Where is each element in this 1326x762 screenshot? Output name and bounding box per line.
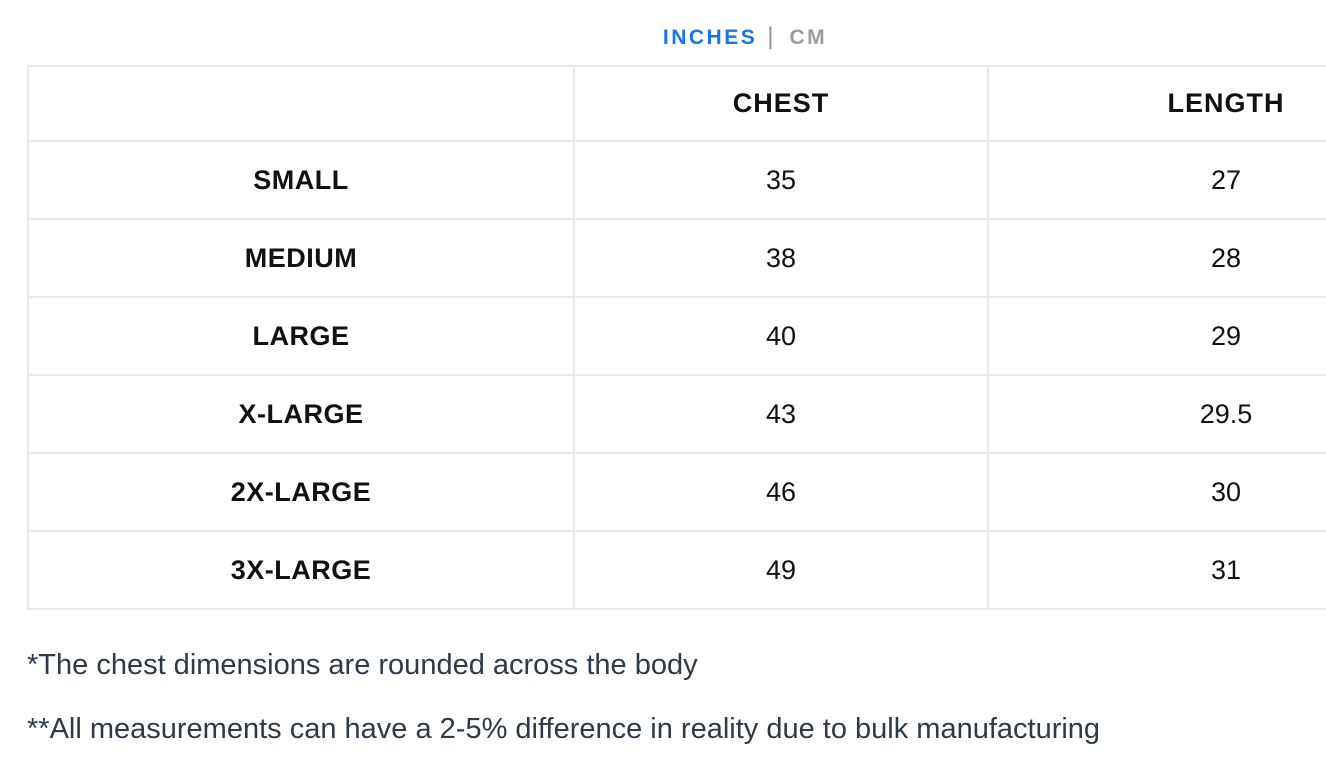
header-chest: CHEST bbox=[574, 66, 988, 141]
header-length: LENGTH bbox=[988, 66, 1326, 141]
chest-value: 35 bbox=[574, 141, 988, 219]
length-value: 29.5 bbox=[988, 375, 1326, 453]
chest-value: 38 bbox=[574, 219, 988, 297]
chest-value: 40 bbox=[574, 297, 988, 375]
chest-value: 43 bbox=[574, 375, 988, 453]
table-row-small bbox=[28, 141, 1326, 219]
unit-toggle bbox=[27, 0, 1326, 65]
length-value: 31 bbox=[988, 531, 1326, 609]
table-header-row bbox=[28, 66, 1326, 141]
table-row-3x-large bbox=[28, 531, 1326, 609]
size-label: X-LARGE bbox=[28, 375, 574, 453]
size-chart-widget bbox=[27, 0, 1326, 746]
chest-value: 49 bbox=[574, 531, 988, 609]
table-row-x-large bbox=[28, 375, 1326, 453]
size-label: 2X-LARGE bbox=[28, 453, 574, 531]
size-label: MEDIUM bbox=[28, 219, 574, 297]
footnote-chest-dimensions: *The chest dimensions are rounded across the body bbox=[27, 649, 698, 681]
unit-toggle-divider: | bbox=[767, 22, 774, 50]
size-label: 3X-LARGE bbox=[28, 531, 574, 609]
length-value: 30 bbox=[988, 453, 1326, 531]
unit-option-inches[interactable]: INCHES bbox=[662, 25, 758, 49]
size-label: SMALL bbox=[28, 141, 574, 219]
length-value: 27 bbox=[988, 141, 1326, 219]
footnote-measurement-tolerance: **All measurements can have a 2-5% difference in reality due to bulk manufacturing bbox=[27, 713, 1101, 745]
length-value: 29 bbox=[988, 297, 1326, 375]
header-size-blank bbox=[28, 66, 574, 141]
length-value: 28 bbox=[988, 219, 1326, 297]
table-row-medium bbox=[28, 219, 1326, 297]
table-row-large bbox=[28, 297, 1326, 375]
chest-value: 46 bbox=[574, 453, 988, 531]
unit-option-cm[interactable]: CM bbox=[789, 25, 828, 49]
table-row-2x-large bbox=[28, 453, 1326, 531]
size-table bbox=[27, 65, 1326, 610]
size-label: LARGE bbox=[28, 297, 574, 375]
